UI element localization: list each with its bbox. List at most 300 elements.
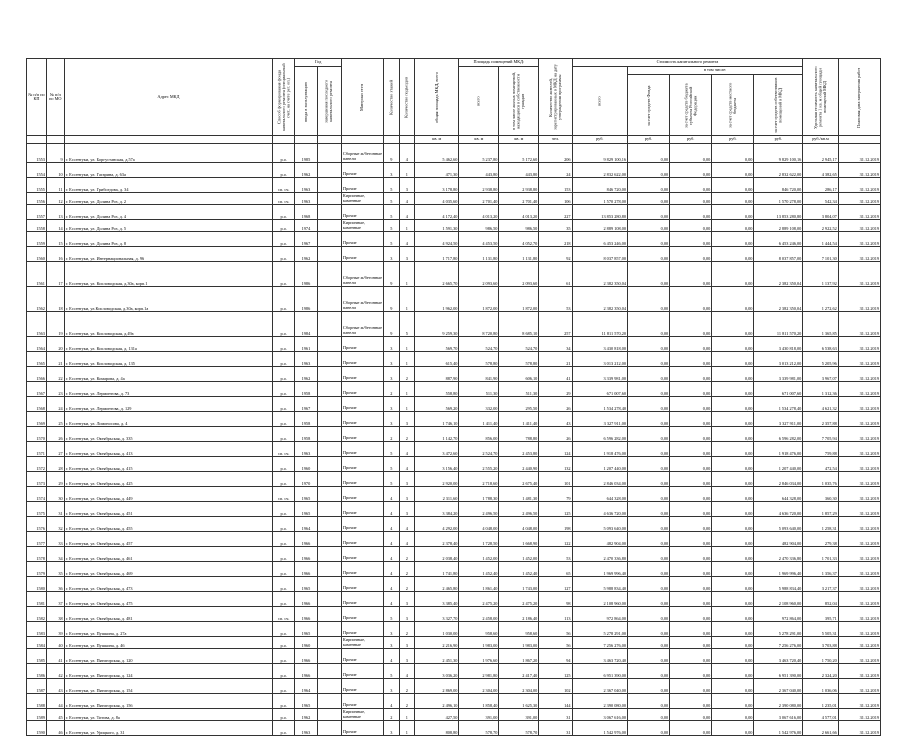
deadline-cell: 31.12.2019 bbox=[838, 247, 880, 262]
address-cell: г. Ессентуки, ул. Октябрьская, д. 475 bbox=[64, 592, 272, 607]
year-last-repair-cell bbox=[317, 352, 341, 367]
wall-material-cell: Прочие bbox=[341, 163, 383, 178]
area-total-cell: 443,80 bbox=[459, 163, 499, 178]
year-commissioning-cell: 1961 bbox=[295, 337, 317, 352]
total-area-cell: 2 378,40 bbox=[415, 532, 459, 547]
wall-material-cell: Прочие bbox=[341, 397, 383, 412]
wall-material-cell: Сборные ж/бетонные панели bbox=[341, 312, 383, 337]
cost-total-cell: 671 007,60 bbox=[572, 382, 627, 397]
residents-cell: 101 bbox=[539, 472, 572, 487]
cost-local-cell: 0,00 bbox=[712, 178, 754, 193]
unit-specific-cost: руб./кв.м bbox=[803, 136, 838, 144]
cost-regional-cell: 0,00 bbox=[670, 487, 712, 502]
cost-local-cell: 0,00 bbox=[712, 547, 754, 562]
area-total-cell: 4 453,50 bbox=[459, 232, 499, 247]
cost-regional-cell: 0,00 bbox=[670, 577, 712, 592]
table-row bbox=[27, 592, 881, 607]
entrances-cell: 3 bbox=[399, 637, 415, 649]
specific-cost-cell: 1 258,31 bbox=[803, 517, 838, 532]
cost-total-cell: 13 853 280,80 bbox=[572, 205, 627, 220]
area-total-cell: 2 496,50 bbox=[459, 502, 499, 517]
fund-method-cell: сп. сч. bbox=[273, 178, 295, 193]
address-cell: г. Ессентуки, ул. Пушкина, д. 46 bbox=[64, 637, 272, 649]
floors-cell: 4 bbox=[384, 577, 400, 592]
residents-cell: 127 bbox=[539, 577, 572, 592]
cost-federal-cell: 0,00 bbox=[628, 427, 670, 442]
fund-method-cell: р.о. bbox=[273, 637, 295, 649]
cost-owners-cell: 1 207 440,00 bbox=[754, 457, 803, 472]
entrances-cell: 4 bbox=[399, 664, 415, 679]
area-total-cell: 2 938,80 bbox=[459, 178, 499, 193]
row-number-mo: 27 bbox=[46, 442, 64, 457]
residents-cell: 26 bbox=[539, 397, 572, 412]
cost-owners-cell: 9 829 100,16 bbox=[754, 144, 803, 163]
floors-cell: 3 bbox=[384, 412, 400, 427]
area-residential-cell: 1 452,00 bbox=[499, 547, 539, 562]
entrances-cell: 3 bbox=[399, 472, 415, 487]
specific-cost-cell: 3 967,07 bbox=[803, 367, 838, 382]
row-number: 1560 bbox=[27, 247, 47, 262]
header-entrances: Количество подъездов bbox=[399, 59, 415, 136]
deadline-cell: 31.12.2019 bbox=[838, 592, 880, 607]
specific-cost-cell: 3 217,37 bbox=[803, 577, 838, 592]
address-cell: г. Ессентуки, ул. Комарова, д. 4а bbox=[64, 367, 272, 382]
year-last-repair-cell bbox=[317, 312, 341, 337]
cost-regional-cell: 0,00 bbox=[670, 427, 712, 442]
cost-federal-cell: 0,00 bbox=[628, 679, 670, 694]
wall-material-cell: Прочие bbox=[341, 232, 383, 247]
total-area-cell: 808,80 bbox=[415, 721, 459, 736]
cost-total-cell: 1 969 996,40 bbox=[572, 562, 627, 577]
specific-cost-cell: 4 621,32 bbox=[803, 397, 838, 412]
year-last-repair-cell bbox=[317, 412, 341, 427]
cost-federal-cell: 0,00 bbox=[628, 592, 670, 607]
deadline-cell: 31.12.2019 bbox=[838, 312, 880, 337]
cost-total-cell: 2 470 336,80 bbox=[572, 547, 627, 562]
area-total-cell: 2 555,20 bbox=[459, 457, 499, 472]
floors-cell: 9 bbox=[384, 287, 400, 312]
table-row bbox=[27, 457, 881, 472]
residents-cell: 124 bbox=[539, 442, 572, 457]
wall-material-cell: Прочие bbox=[341, 721, 383, 736]
year-commissioning-cell: 1962 bbox=[295, 367, 317, 382]
row-number-mo: 22 bbox=[46, 367, 64, 382]
area-residential-cell: 443,80 bbox=[499, 163, 539, 178]
area-total-cell: 1 452,40 bbox=[459, 562, 499, 577]
specific-cost-cell: 1 312,36 bbox=[803, 382, 838, 397]
cost-regional-cell: 0,00 bbox=[670, 502, 712, 517]
area-total-cell: 4 048,00 bbox=[459, 517, 499, 532]
row-number-mo: 9 bbox=[46, 144, 64, 163]
address-cell: г. Ессентуки, ул. Урицкого, д. 31 bbox=[64, 721, 272, 736]
row-number: 1588 bbox=[27, 694, 47, 709]
residents-cell: 198 bbox=[539, 517, 572, 532]
table-row bbox=[27, 262, 881, 287]
entrances-cell: 3 bbox=[399, 649, 415, 664]
deadline-cell: 31.12.2019 bbox=[838, 457, 880, 472]
wall-material-cell: Прочие bbox=[341, 694, 383, 709]
cost-owners-cell: 482 904,00 bbox=[754, 532, 803, 547]
floors-cell: 4 bbox=[384, 532, 400, 547]
entrances-cell: 1 bbox=[399, 709, 415, 721]
fund-method-cell: р.о. bbox=[273, 562, 295, 577]
cost-local-cell: 0,00 bbox=[712, 352, 754, 367]
year-commissioning-cell: 1967 bbox=[295, 232, 317, 247]
cost-regional-cell: 0,00 bbox=[670, 337, 712, 352]
address-cell: г. Ессентуки, ул. Пятигорская, д. 120 bbox=[64, 649, 272, 664]
address-cell: г. Ессентуки, ул. Кисловодская, д. 131а bbox=[64, 337, 272, 352]
residents-cell: 79 bbox=[539, 487, 572, 502]
entrances-cell: 1 bbox=[399, 337, 415, 352]
floors-cell: 3 bbox=[384, 721, 400, 736]
residents-cell: 94 bbox=[539, 649, 572, 664]
row-number: 1587 bbox=[27, 679, 47, 694]
cost-owners-cell: 3 339 981,00 bbox=[754, 367, 803, 382]
fund-method-cell: р.о. bbox=[273, 664, 295, 679]
year-last-repair-cell bbox=[317, 664, 341, 679]
specific-cost-cell: 1 365,85 bbox=[803, 312, 838, 337]
wall-material-cell: Прочие bbox=[341, 517, 383, 532]
cost-federal-cell: 0,00 bbox=[628, 577, 670, 592]
wall-material-cell: Прочие bbox=[341, 592, 383, 607]
cost-federal-cell: 0,00 bbox=[628, 232, 670, 247]
floors-cell: 2 bbox=[384, 382, 400, 397]
entrances-cell: 4 bbox=[399, 144, 415, 163]
cost-total-cell: 2 832 622,00 bbox=[572, 163, 627, 178]
table-header bbox=[27, 59, 881, 144]
specific-cost-cell: 286,17 bbox=[803, 178, 838, 193]
area-total-cell: 986,50 bbox=[459, 220, 499, 232]
cost-local-cell: 0,00 bbox=[712, 517, 754, 532]
cost-regional-cell: 0,00 bbox=[670, 664, 712, 679]
total-area-cell: 4 172,40 bbox=[415, 205, 459, 220]
cost-local-cell: 0,00 bbox=[712, 262, 754, 287]
residents-cell: 218 bbox=[539, 232, 572, 247]
entrances-cell: 1 bbox=[399, 352, 415, 367]
cost-federal-cell: 0,00 bbox=[628, 262, 670, 287]
cost-owners-cell: 2 470 336,80 bbox=[754, 547, 803, 562]
total-area-cell: 1 746,10 bbox=[415, 412, 459, 427]
wall-material-cell: Кирпичные, каменные bbox=[341, 220, 383, 232]
total-area-cell: 558,80 bbox=[415, 382, 459, 397]
area-total-cell: 856,00 bbox=[459, 427, 499, 442]
table-row bbox=[27, 427, 881, 442]
row-number-mo: 13 bbox=[46, 205, 64, 220]
cost-federal-cell: 0,00 bbox=[628, 382, 670, 397]
cost-local-cell: 0,00 bbox=[712, 592, 754, 607]
cost-regional-cell: 0,00 bbox=[670, 637, 712, 649]
entrances-cell: 2 bbox=[399, 562, 415, 577]
year-last-repair-cell bbox=[317, 694, 341, 709]
cost-local-cell: 0,00 bbox=[712, 577, 754, 592]
row-number-mo: 17 bbox=[46, 262, 64, 287]
specific-cost-cell: 360,30 bbox=[803, 487, 838, 502]
year-commissioning-cell: 1966 bbox=[295, 532, 317, 547]
row-number-mo: 40 bbox=[46, 637, 64, 649]
row-number: 1575 bbox=[27, 502, 47, 517]
row-number: 1565 bbox=[27, 352, 47, 367]
cost-owners-cell: 1 918 476,00 bbox=[754, 442, 803, 457]
cost-federal-cell: 0,00 bbox=[628, 220, 670, 232]
year-commissioning-cell: 1963 bbox=[295, 442, 317, 457]
row-number-mo: 21 bbox=[46, 352, 64, 367]
year-commissioning-cell: 1968 bbox=[295, 205, 317, 220]
row-number-mo: 26 bbox=[46, 427, 64, 442]
wall-material-cell: Прочие bbox=[341, 427, 383, 442]
entrances-cell: 1 bbox=[399, 382, 415, 397]
year-commissioning-cell: 1984 bbox=[295, 312, 317, 337]
floors-cell: 5 bbox=[384, 178, 400, 193]
floors-cell: 5 bbox=[384, 220, 400, 232]
year-last-repair-cell bbox=[317, 547, 341, 562]
row-number: 1566 bbox=[27, 367, 47, 382]
area-residential-cell: 788,80 bbox=[499, 427, 539, 442]
area-residential-cell: 524,70 bbox=[499, 337, 539, 352]
floors-cell: 2 bbox=[384, 709, 400, 721]
area-residential-cell: 2 496,50 bbox=[499, 502, 539, 517]
specific-cost-cell: 1 035,76 bbox=[803, 472, 838, 487]
cost-total-cell: 2 382 350,04 bbox=[572, 287, 627, 312]
cost-owners-cell: 13 853 280,80 bbox=[754, 205, 803, 220]
fund-method-cell: р.о. bbox=[273, 709, 295, 721]
wall-material-cell: Прочие bbox=[341, 367, 383, 382]
total-area-cell: 9 259,30 bbox=[415, 312, 459, 337]
row-number-mo: 38 bbox=[46, 607, 64, 622]
cost-regional-cell: 0,00 bbox=[670, 193, 712, 205]
residents-cell: 144 bbox=[539, 694, 572, 709]
cost-local-cell: 0,00 bbox=[712, 367, 754, 382]
fund-method-cell: р.о. bbox=[273, 721, 295, 736]
entrances-cell: 3 bbox=[399, 247, 415, 262]
area-residential-cell: 2 675,40 bbox=[499, 472, 539, 487]
table-row bbox=[27, 205, 881, 220]
cost-regional-cell: 0,00 bbox=[670, 607, 712, 622]
fund-method-cell: р.о. bbox=[273, 163, 295, 178]
table-row bbox=[27, 232, 881, 247]
area-residential-cell: 2 453,80 bbox=[499, 442, 539, 457]
entrances-cell: 3 bbox=[399, 412, 415, 427]
fund-method-cell: р.о. bbox=[273, 427, 295, 442]
deadline-cell: 31.12.2019 bbox=[838, 193, 880, 205]
deadline-cell: 31.12.2019 bbox=[838, 163, 880, 178]
cost-federal-cell: 0,00 bbox=[628, 163, 670, 178]
row-number: 1577 bbox=[27, 532, 47, 547]
residents-cell: 92 bbox=[539, 247, 572, 262]
entrances-cell: 2 bbox=[399, 547, 415, 562]
residents-cell: 53 bbox=[539, 287, 572, 312]
header-total-area: общая площадь МКД, всего bbox=[415, 59, 459, 136]
area-residential-cell: 2 440,90 bbox=[499, 457, 539, 472]
table-row bbox=[27, 247, 881, 262]
entrances-cell: 2 bbox=[399, 427, 415, 442]
address-cell: г. Ессентуки, ул. Долина Роз, д. 5 bbox=[64, 220, 272, 232]
row-number-mo: 35 bbox=[46, 562, 64, 577]
cost-regional-cell: 0,00 bbox=[670, 547, 712, 562]
floors-cell: 3 bbox=[384, 337, 400, 352]
unit-cost-local: руб. bbox=[712, 136, 754, 144]
year-last-repair-cell bbox=[317, 709, 341, 721]
entrances-cell: 4 bbox=[399, 205, 415, 220]
row-number: 1569 bbox=[27, 412, 47, 427]
table-row bbox=[27, 679, 881, 694]
cost-total-cell: 2 889 108,00 bbox=[572, 220, 627, 232]
row-number: 1558 bbox=[27, 220, 47, 232]
cost-total-cell: 4 636 720,00 bbox=[572, 502, 627, 517]
fund-method-cell: р.о. bbox=[273, 220, 295, 232]
year-last-repair-cell bbox=[317, 205, 341, 220]
entrances-cell: 2 bbox=[399, 679, 415, 694]
total-area-cell: 3 156,40 bbox=[415, 457, 459, 472]
total-area-cell: 4 292,00 bbox=[415, 517, 459, 532]
cost-regional-cell: 0,00 bbox=[670, 247, 712, 262]
deadline-cell: 31.12.2019 bbox=[838, 649, 880, 664]
year-last-repair-cell bbox=[317, 262, 341, 287]
row-number: 1585 bbox=[27, 649, 47, 664]
row-number-mo: 30 bbox=[46, 487, 64, 502]
cost-total-cell: 846 720,00 bbox=[572, 178, 627, 193]
year-commissioning-cell: 1963 bbox=[295, 193, 317, 205]
cost-owners-cell: 5 278 291,00 bbox=[754, 622, 803, 637]
cost-local-cell: 0,00 bbox=[712, 709, 754, 721]
year-last-repair-cell bbox=[317, 637, 341, 649]
row-number-mo: 23 bbox=[46, 382, 64, 397]
wall-material-cell: Кирпичные, каменные bbox=[341, 709, 383, 721]
floors-cell: 4 bbox=[384, 562, 400, 577]
cost-local-cell: 0,00 bbox=[712, 679, 754, 694]
floors-cell: 5 bbox=[384, 442, 400, 457]
area-residential-cell: 2 475,20 bbox=[499, 592, 539, 607]
year-commissioning-cell: 1967 bbox=[295, 397, 317, 412]
table-row bbox=[27, 144, 881, 163]
year-last-repair-cell bbox=[317, 247, 341, 262]
address-cell: г. Ессентуки, ул. Октябрьская, д. 451 bbox=[64, 502, 272, 517]
area-residential-cell: 2 701,40 bbox=[499, 193, 539, 205]
cost-total-cell: 2 108 960,00 bbox=[572, 592, 627, 607]
total-area-cell: 2 038,40 bbox=[415, 547, 459, 562]
deadline-cell: 31.12.2019 bbox=[838, 262, 880, 287]
cost-owners-cell: 2 390 080,00 bbox=[754, 694, 803, 709]
row-number-mo: 24 bbox=[46, 397, 64, 412]
wall-material-cell: Прочие bbox=[341, 178, 383, 193]
address-cell: г. Ессентуки, ул. Октябрьская, д. 481 bbox=[64, 607, 272, 622]
deadline-cell: 31.12.2019 bbox=[838, 679, 880, 694]
cost-local-cell: 0,00 bbox=[712, 694, 754, 709]
year-commissioning-cell: 1960 bbox=[295, 637, 317, 649]
area-residential-cell: 1 411,40 bbox=[499, 412, 539, 427]
table-row bbox=[27, 220, 881, 232]
specific-cost-cell: 759,88 bbox=[803, 442, 838, 457]
year-last-repair-cell bbox=[317, 592, 341, 607]
area-residential-cell: 1 867,20 bbox=[499, 649, 539, 664]
table-row bbox=[27, 412, 881, 427]
wall-material-cell: Прочие bbox=[341, 649, 383, 664]
floors-cell: 5 bbox=[384, 205, 400, 220]
address-cell: г. Ессентуки, ул. Пятигорская, д. 154 bbox=[64, 679, 272, 694]
table-row bbox=[27, 637, 881, 649]
fund-method-cell: р.о. bbox=[273, 312, 295, 337]
cost-owners-cell: 2 832 622,00 bbox=[754, 163, 803, 178]
specific-cost-cell: 2 922,52 bbox=[803, 220, 838, 232]
cost-total-cell: 3 339 981,00 bbox=[572, 367, 627, 382]
address-cell: г. Ессентуки, ул. Кисловодская, д. 135 bbox=[64, 352, 272, 367]
cost-regional-cell: 0,00 bbox=[670, 382, 712, 397]
floors-cell: 3 bbox=[384, 637, 400, 649]
entrances-cell: 3 bbox=[399, 502, 415, 517]
specific-cost-cell: 4 577,01 bbox=[803, 709, 838, 721]
area-residential-cell: 511,30 bbox=[499, 382, 539, 397]
row-number: 1568 bbox=[27, 397, 47, 412]
area-total-cell: 2 981,80 bbox=[459, 664, 499, 679]
cost-federal-cell: 0,00 bbox=[628, 312, 670, 337]
area-residential-cell: 986,50 bbox=[499, 220, 539, 232]
cost-regional-cell: 0,00 bbox=[670, 649, 712, 664]
floors-cell: 2 bbox=[384, 427, 400, 442]
floors-cell: 4 bbox=[384, 547, 400, 562]
floors-cell: 3 bbox=[384, 247, 400, 262]
cost-total-cell: 11 811 570,20 bbox=[572, 312, 627, 337]
cost-regional-cell: 0,00 bbox=[670, 312, 712, 337]
table-row bbox=[27, 532, 881, 547]
area-total-cell: 578,80 bbox=[459, 352, 499, 367]
entrances-cell: 4 bbox=[399, 532, 415, 547]
total-area-cell: 1 591,30 bbox=[415, 220, 459, 232]
total-area-cell: 887,90 bbox=[415, 367, 459, 382]
entrances-cell: 3 bbox=[399, 592, 415, 607]
year-commissioning-cell: 1962 bbox=[295, 247, 317, 262]
deadline-cell: 31.12.2019 bbox=[838, 694, 880, 709]
address-cell: г. Ессентуки, ул. Лермонтова, д. 129 bbox=[64, 397, 272, 412]
deadline-cell: 31.12.2019 bbox=[838, 412, 880, 427]
header-area-residential: в том числе жилых помещений, находящихся в собственности граждан bbox=[499, 67, 539, 136]
header-cost-regional: за счет средств бюджета субъекта Российской Федерации bbox=[670, 75, 712, 136]
cost-federal-cell: 0,00 bbox=[628, 664, 670, 679]
cost-local-cell: 0,00 bbox=[712, 163, 754, 178]
total-area-cell: 569,70 bbox=[415, 337, 459, 352]
cost-total-cell: 6 596 282,00 bbox=[572, 427, 627, 442]
residents-cell: 125 bbox=[539, 502, 572, 517]
total-area-cell: 3 178,80 bbox=[415, 178, 459, 193]
row-number: 1582 bbox=[27, 607, 47, 622]
header-address: Адрес МКД bbox=[64, 59, 272, 136]
header-area-total: всего bbox=[459, 67, 499, 136]
wall-material-cell: Прочие bbox=[341, 442, 383, 457]
header-year: Год bbox=[295, 59, 342, 67]
entrances-cell: 4 bbox=[399, 457, 415, 472]
table-row bbox=[27, 312, 881, 337]
area-total-cell: 1 976,60 bbox=[459, 649, 499, 664]
entrances-cell: 3 bbox=[399, 178, 415, 193]
cost-local-cell: 0,00 bbox=[712, 220, 754, 232]
year-commissioning-cell: 1963 bbox=[295, 721, 317, 736]
unit-total-area: кв. м bbox=[415, 136, 459, 144]
cost-total-cell: 1 918 476,00 bbox=[572, 442, 627, 457]
floors-cell: 4 bbox=[384, 592, 400, 607]
cost-regional-cell: 0,00 bbox=[670, 412, 712, 427]
cost-federal-cell: 0,00 bbox=[628, 337, 670, 352]
cost-total-cell: 2 367 040,00 bbox=[572, 679, 627, 694]
header-premises-area: Площадь помещений МКД: bbox=[459, 59, 539, 67]
residents-cell: 122 bbox=[539, 532, 572, 547]
table-row bbox=[27, 649, 881, 664]
header-fund-method: Способ формирования фонда капитального ремонта (специальный счет, на счете рег. оп.) bbox=[273, 59, 295, 136]
year-last-repair-cell bbox=[317, 163, 341, 178]
specific-cost-cell: 5 205,96 bbox=[803, 352, 838, 367]
area-residential-cell: 5 172,60 bbox=[499, 144, 539, 163]
year-last-repair-cell bbox=[317, 679, 341, 694]
fund-method-cell: р.о. bbox=[273, 517, 295, 532]
cost-owners-cell: 5 988 834,40 bbox=[754, 577, 803, 592]
residents-cell: 34 bbox=[539, 337, 572, 352]
